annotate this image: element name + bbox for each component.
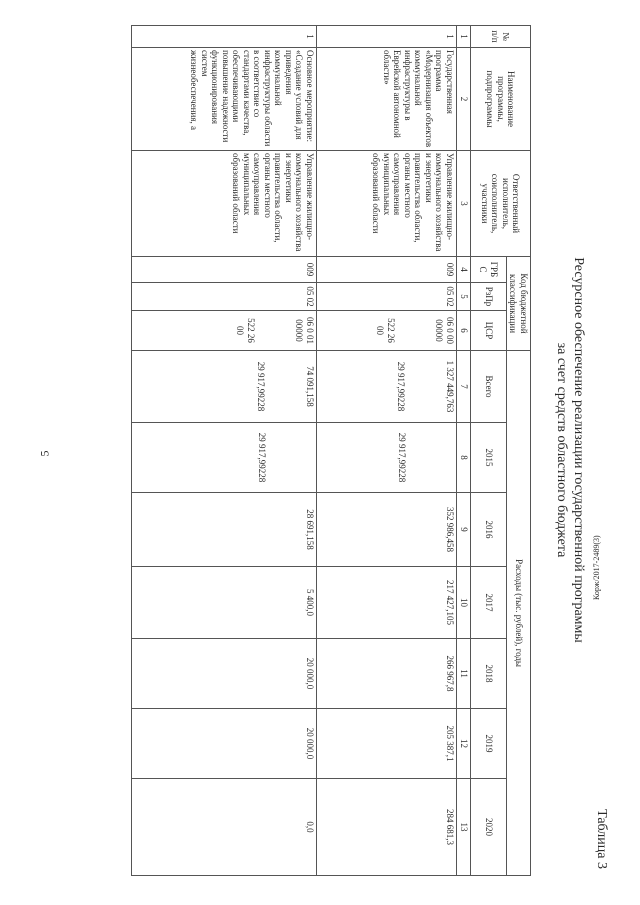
col-number: 1 xyxy=(457,26,471,48)
header-responsible: Ответственный исполнитель, соисполнитель, участники xyxy=(471,151,531,257)
header-2017: 2017 xyxy=(471,567,507,639)
table-row xyxy=(317,26,457,876)
row-2020: 0,0 xyxy=(132,779,317,876)
header-num: № п/п xyxy=(471,26,531,48)
header-2015: 2015 xyxy=(471,423,507,493)
row-2018: 20 000,0 xyxy=(132,639,317,709)
row-2017: 217 427,105 xyxy=(317,567,457,639)
row-name: Государственная программа «Модернизация объектов коммунальной инфраструктуры в Еврейской автономной области» xyxy=(317,48,457,151)
row-responsible: Управление жилищно-коммунального хозяйства и энергетики правительства области, органы местного самоуправления муниципальных образований области xyxy=(317,151,457,257)
col-number: 10 xyxy=(457,567,471,639)
col-number: 2 xyxy=(457,48,471,151)
row-total xyxy=(132,351,317,423)
col-number: 8 xyxy=(457,423,471,493)
row-total-2: 29 917,99228 xyxy=(256,361,267,412)
header-2019: 2019 xyxy=(471,709,507,779)
col-number: 7 xyxy=(457,351,471,423)
row-2015 xyxy=(132,423,317,493)
row-csr-1: 06 0 01 00000 xyxy=(294,317,315,345)
rotated-page-content xyxy=(125,15,615,885)
row-csr-1: 06 0 00 00000 xyxy=(434,317,455,345)
header-rzpr: РзПр xyxy=(471,283,507,311)
row-csr-2: 522 26 00 xyxy=(235,318,256,343)
row-2015-value: 29 917,99228 xyxy=(257,432,267,483)
row-2015-value: 29 917,99228 xyxy=(397,432,407,483)
row-csr xyxy=(317,311,457,351)
col-number: 5 xyxy=(457,283,471,311)
footer-code: Корж/2017-2489(3) xyxy=(592,535,601,600)
row-total xyxy=(317,351,457,423)
row-grbs: 009 xyxy=(317,257,457,283)
row-rzpr: 05 02 xyxy=(132,283,317,311)
document-title xyxy=(553,15,587,885)
row-total-2: 29 917,99228 xyxy=(396,361,407,412)
row-total-1: 1 327 449,763 xyxy=(445,360,455,413)
col-number: 9 xyxy=(457,493,471,567)
col-number: 6 xyxy=(457,311,471,351)
row-num: 1 xyxy=(317,26,457,48)
col-number: 12 xyxy=(457,709,471,779)
row-2016: 352 986,458 xyxy=(317,493,457,567)
row-name: Основное мероприятие: «Создание условий для приведения коммунальной инфраструктуры области в соответствие со стандартами качества, обеспечивающими повышение надежности функционирования систем жизнеобеспечения, а xyxy=(132,48,317,151)
header-2018: 2018 xyxy=(471,639,507,709)
row-responsible: Управление жилищно-коммунального хозяйства и энергетики правительства области, органы местного самоуправления муниципальных образований области xyxy=(132,151,317,257)
row-2019: 205 387,1 xyxy=(317,709,457,779)
table-row xyxy=(132,26,317,876)
header-2016: 2016 xyxy=(471,493,507,567)
col-number: 3 xyxy=(457,151,471,257)
row-2020: 284 681,3 xyxy=(317,779,457,876)
row-grbs: 009 xyxy=(132,257,317,283)
col-number: 4 xyxy=(457,257,471,283)
row-2015 xyxy=(317,423,457,493)
title-line-1: Ресурсное обеспечение реализации государственной программы xyxy=(571,257,586,643)
header-grbs: ГРБС xyxy=(471,257,507,283)
header-expenses: Расходы (тыс. рублей), годы xyxy=(507,351,531,876)
row-csr-2: 522 26 00 xyxy=(375,318,396,343)
col-number: 11 xyxy=(457,639,471,709)
header-name: Наименование программы, подпрограммы xyxy=(471,48,531,151)
title-line-2: за счет средств областного бюджета xyxy=(554,342,569,558)
header-csr: ЦСР xyxy=(471,311,507,351)
row-2017: 5 400,0 xyxy=(132,567,317,639)
row-2018: 266 967,8 xyxy=(317,639,457,709)
row-num: 1 xyxy=(132,26,317,48)
page-number: 5 xyxy=(37,450,52,457)
col-number: 13 xyxy=(457,779,471,876)
row-csr xyxy=(132,311,317,351)
row-2019: 20 000,0 xyxy=(132,709,317,779)
header-budget-code: Код бюджетной классификации xyxy=(507,257,531,351)
row-rzpr: 05 02 xyxy=(317,283,457,311)
row-total-1: 74 091,158 xyxy=(305,366,315,407)
resource-table xyxy=(131,25,531,876)
row-2016: 28 691,158 xyxy=(132,493,317,567)
header-total: Всего xyxy=(471,351,507,423)
table-label: Таблица 3 xyxy=(594,809,609,869)
header-2020: 2020 xyxy=(471,779,507,876)
